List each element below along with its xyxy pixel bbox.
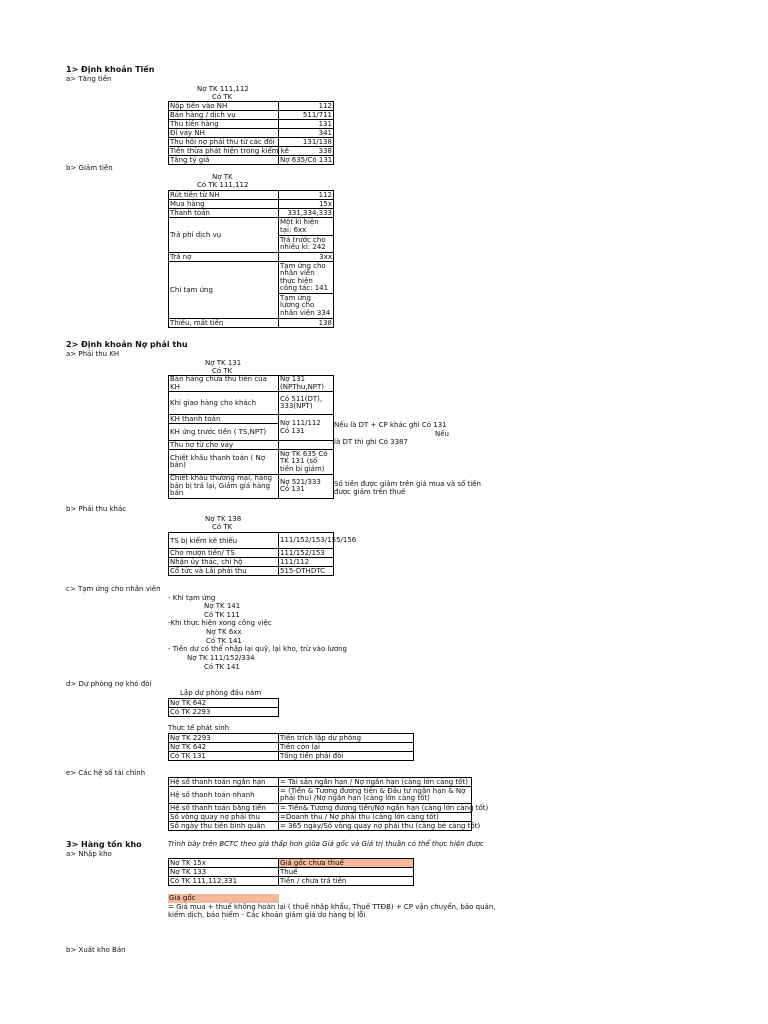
cell: Có TK 111,112,331 <box>169 877 279 886</box>
s3-b-label: b> Xuất kho Bán <box>66 946 126 954</box>
cell: Thuế <box>279 868 414 877</box>
cell: Thanh toán <box>169 209 279 218</box>
cell: Tổng tiền phải đòi <box>279 752 414 761</box>
cell: Chi tạm ứng <box>169 262 279 319</box>
section-1-title: 1> Định khoản Tiền <box>66 65 155 74</box>
cell: Bán hàng chưa thu tiền của KH <box>169 376 279 392</box>
cell: 341 <box>279 129 334 138</box>
s2-d-label: d> Dự phòng nợ khó đòi <box>66 680 152 688</box>
table-row <box>169 441 334 450</box>
cell: KH ứng trước tiền ( TS,NPT) <box>169 424 279 441</box>
cell: Thu hồi nợ phải thu từ các đối <box>169 138 279 147</box>
s2-note-3: Số tiền được giảm trên giá mua và số tiền được giảm trên thuế <box>334 480 481 496</box>
table-row <box>169 804 472 813</box>
cell: Tiền / chưa trả tiền <box>279 877 414 886</box>
cell: Trả phí dịch vụ <box>169 218 279 253</box>
table-row <box>169 558 334 567</box>
cost-label: Giá gốc <box>168 894 279 903</box>
s2-d-heading2: Thực tế phát sinh <box>168 724 230 732</box>
cell: 511/711 <box>279 111 334 120</box>
cell: Mua hàng <box>169 200 279 209</box>
s2-receivable-table <box>168 375 334 499</box>
table-row <box>169 743 414 752</box>
s1-increase-table <box>168 101 334 165</box>
table-row <box>169 319 334 328</box>
table-row <box>169 859 414 868</box>
cell: 3xx <box>279 253 334 262</box>
cell <box>279 441 334 450</box>
cell: Cho mượn tiền/ TS <box>169 549 279 558</box>
s2-actual-table <box>168 733 414 761</box>
table-row <box>169 533 334 549</box>
s2-c-line: -Khi thực hiện xong công việc <box>168 619 272 627</box>
cell: Có 511(DT), 333(NPT) <box>279 392 334 415</box>
table-row <box>169 392 334 415</box>
s1-decrease-table <box>168 190 334 328</box>
cell: Tiền còn lại <box>279 743 414 752</box>
cell: Cổ tức và Lãi phải thu <box>169 567 279 576</box>
table-row <box>169 822 472 831</box>
cell: Hệ số thanh toán ngắn hạn <box>169 778 279 787</box>
table-row <box>169 475 334 499</box>
cell: Nợ 131 (NPThu,NPT) <box>279 376 334 392</box>
table-row <box>169 877 414 886</box>
cell: Giá gốc chưa thuế <box>279 859 414 868</box>
cell: Thiếu, mất tiền <box>169 319 279 328</box>
cell: Số ngày thu tiền bình quân <box>169 822 279 831</box>
cell: 111/112 <box>279 558 334 567</box>
cell: Nợ TK 635 Có TK 131 (số tiền bị giảm) <box>279 450 334 475</box>
cell: Có TK 131 <box>169 752 279 761</box>
s2-note-1b: Nếu <box>435 430 449 438</box>
table-row <box>169 868 414 877</box>
cell: 15x <box>279 200 334 209</box>
cell: 131/138 <box>279 138 334 147</box>
table-row <box>169 253 334 262</box>
cost-definition: = Giá mua + thuế không hoàn lại ( thuế nhập khẩu, Thuế TTĐB) + CP vận chuyển, bảo quản, kiểm dịch, bảo hiểm - Các khoản giảm giá do hàng bị lỗi <box>168 903 496 919</box>
cell: Nợ TK 642 <box>169 699 279 708</box>
table-row <box>169 191 334 200</box>
cell: 112 <box>279 102 334 111</box>
s2-c-line: Nợ TK 6xx <box>206 628 242 636</box>
cell: Tăng tỷ giá <box>169 156 279 165</box>
s2-c-label: c> Tạm ứng cho nhân viên <box>66 585 161 593</box>
cell: Đi vay NH <box>169 129 279 138</box>
s1-b-credit: Có TK 111,112 <box>197 181 249 189</box>
table-row <box>169 787 472 804</box>
s3-import-table <box>168 858 414 886</box>
s2-c-line: Nợ TK 111/152/334 <box>187 654 255 662</box>
cell: Tiền thừa phát hiện trong kiểm kê <box>170 147 289 155</box>
s2-b-debit: Nợ TK 138 <box>205 515 242 523</box>
cell: Nộp tiền vào NH <box>169 102 279 111</box>
cell: = Tiền& Tương đương tiền/Nợ ngắn hạn (càng lớn càng tốt) <box>280 804 489 812</box>
table-row <box>169 778 472 787</box>
cell: Khi giao hàng cho khách <box>169 392 279 415</box>
table-row <box>169 156 334 165</box>
cell: Hệ số thanh toán nhanh <box>169 787 279 804</box>
cell: Trả nợ <box>169 253 279 262</box>
section-2-title: 2> Định khoản Nợ phải thu <box>66 340 188 349</box>
s2-b-credit: Có TK <box>212 523 233 531</box>
table-row <box>169 734 414 743</box>
s2-provision-table <box>168 698 279 717</box>
table-row <box>169 415 334 424</box>
cell: Hệ số thanh toán bằng tiền <box>169 804 279 813</box>
cell: Rút tiền từ NH <box>169 191 279 200</box>
s2-b-label: b> Phải thu khác <box>66 505 127 513</box>
cell: Nợ TK 15x <box>169 859 279 868</box>
cell: 131 <box>279 120 334 129</box>
cell: Chiết khấu thương mại, hàng bán bị trả lại, Giảm giá hàng bán <box>169 475 279 499</box>
cell: Trả trước cho nhiều kì: 242 <box>279 236 334 253</box>
cell: Nợ 111/112 Có 131 <box>279 415 334 441</box>
table-row <box>169 450 334 475</box>
table-row <box>169 699 279 708</box>
s2-a-credit: Có TK <box>212 367 233 375</box>
cell: 515-DTHDTC <box>279 567 334 576</box>
s1-b-label: b> Giảm tiền <box>66 164 113 172</box>
cell: = 365 ngày/Số vòng quay nợ phải thu (càng bé càng tốt) <box>280 822 481 830</box>
table-row <box>169 549 334 558</box>
cell: Nợ TK 2293 <box>169 734 279 743</box>
s2-c-line: Có TK 141 <box>204 663 240 671</box>
cell: = (Tiền & Tương đương tiền & Đầu tư ngắn hạn & Nợ phải thu) /Nợ ngắn hạn (càng lớn càng tốt) <box>279 787 472 804</box>
cell: Thu tiền hàng <box>169 120 279 129</box>
cell: Một kì hiện tại: 6xx <box>279 218 334 236</box>
cell: Bán hàng / dịch vụ <box>169 111 279 120</box>
s2-e-label: e> Các hệ số tài chính <box>66 769 146 777</box>
s1-b-debit: Nợ TK <box>212 173 233 181</box>
s3-subtitle: Trình bày trên BCTC theo giá thấp hơn giữa Giá gốc và Giá trị thuần có thể thực hiện được <box>168 840 484 848</box>
cell: 338 <box>279 147 334 156</box>
cell: Nợ TK 642 <box>169 743 279 752</box>
cell: Tạm ứng lương cho nhân viên 334 <box>279 294 334 319</box>
table-row <box>169 120 334 129</box>
cell: 112 <box>279 191 334 200</box>
table-row <box>169 111 334 120</box>
section-3-title: 3> Hàng tồn kho <box>66 840 142 849</box>
table-row <box>169 567 334 576</box>
s2-c-line: Có TK 141 <box>206 637 242 645</box>
s3-a-label: a> Nhập kho <box>66 850 112 858</box>
s2-c-line: Có TK 111 <box>204 611 240 619</box>
cell: Có TK 2293 <box>169 708 279 717</box>
s2-note-1: Nếu là DT + CP khác ghi Có 131 <box>334 421 447 429</box>
cell: Tiền trích lập dự phòng <box>279 734 414 743</box>
cell: Nợ 635/Có 131 <box>280 156 333 164</box>
s2-c-line: - Khi tạm ứng <box>168 594 216 602</box>
cell: 331,334,333 <box>279 209 334 218</box>
table-row <box>169 708 279 717</box>
table-row <box>169 200 334 209</box>
cell: Nợ 521/333 Có 131 <box>279 475 334 499</box>
cell: =Doanh thu / Nợ phải thu (càng lớn càng tốt) <box>279 813 472 822</box>
s1-a-credit: Có TK <box>212 93 233 101</box>
cell: KH thanh toán <box>169 415 279 424</box>
table-row <box>169 376 334 392</box>
cell: = Tài sản ngắn hạn / Nợ ngắn hạn (càng lớn càng tốt) <box>279 778 472 787</box>
s1-a-label: a> Tăng tiền <box>66 75 112 83</box>
table-row <box>169 138 334 147</box>
cell: Nợ TK 133 <box>169 868 279 877</box>
s2-a-debit: Nợ TK 131 <box>205 359 242 367</box>
s2-d-heading: Lập dự phòng đầu năm <box>180 689 262 697</box>
s1-a-debit: Nợ TK 111,112 <box>197 85 249 93</box>
cell: Số vòng quay nợ phải thu <box>169 813 279 822</box>
table-row <box>169 147 334 156</box>
s2-ratio-table <box>168 777 489 831</box>
cell: Chiết khấu thanh toán ( Nợ bán) <box>169 450 279 475</box>
cell: Tạm ứng cho nhân viên thực hiện công tác: 141 <box>279 262 334 294</box>
table-row <box>169 218 334 236</box>
cell: Nhận ủy thác, chi hộ <box>169 558 279 567</box>
table-row <box>169 102 334 111</box>
s2-c-line: Nợ TK 141 <box>204 602 241 610</box>
s2-c-line: - Tiền dư có thể nhập lại quỹ, lại kho, trừ vào lương <box>168 645 348 653</box>
table-row <box>169 129 334 138</box>
cell: 111/152/153 <box>279 549 334 558</box>
cell: 138 <box>279 319 334 328</box>
cell: Thu nợ từ cho vay <box>169 441 279 450</box>
s2-a-label: a> Phải thu KH <box>66 350 120 358</box>
cell: TS bị kiểm kê thiếu <box>169 533 279 549</box>
table-row <box>169 209 334 218</box>
table-row <box>169 262 334 294</box>
s2-note-2: là DT thì ghi Có 3387 <box>334 438 408 446</box>
table-row <box>169 813 472 822</box>
table-row <box>169 752 414 761</box>
s2-other-receivable-table <box>168 532 357 576</box>
cell: 111/152/153/155/156 <box>279 533 334 549</box>
